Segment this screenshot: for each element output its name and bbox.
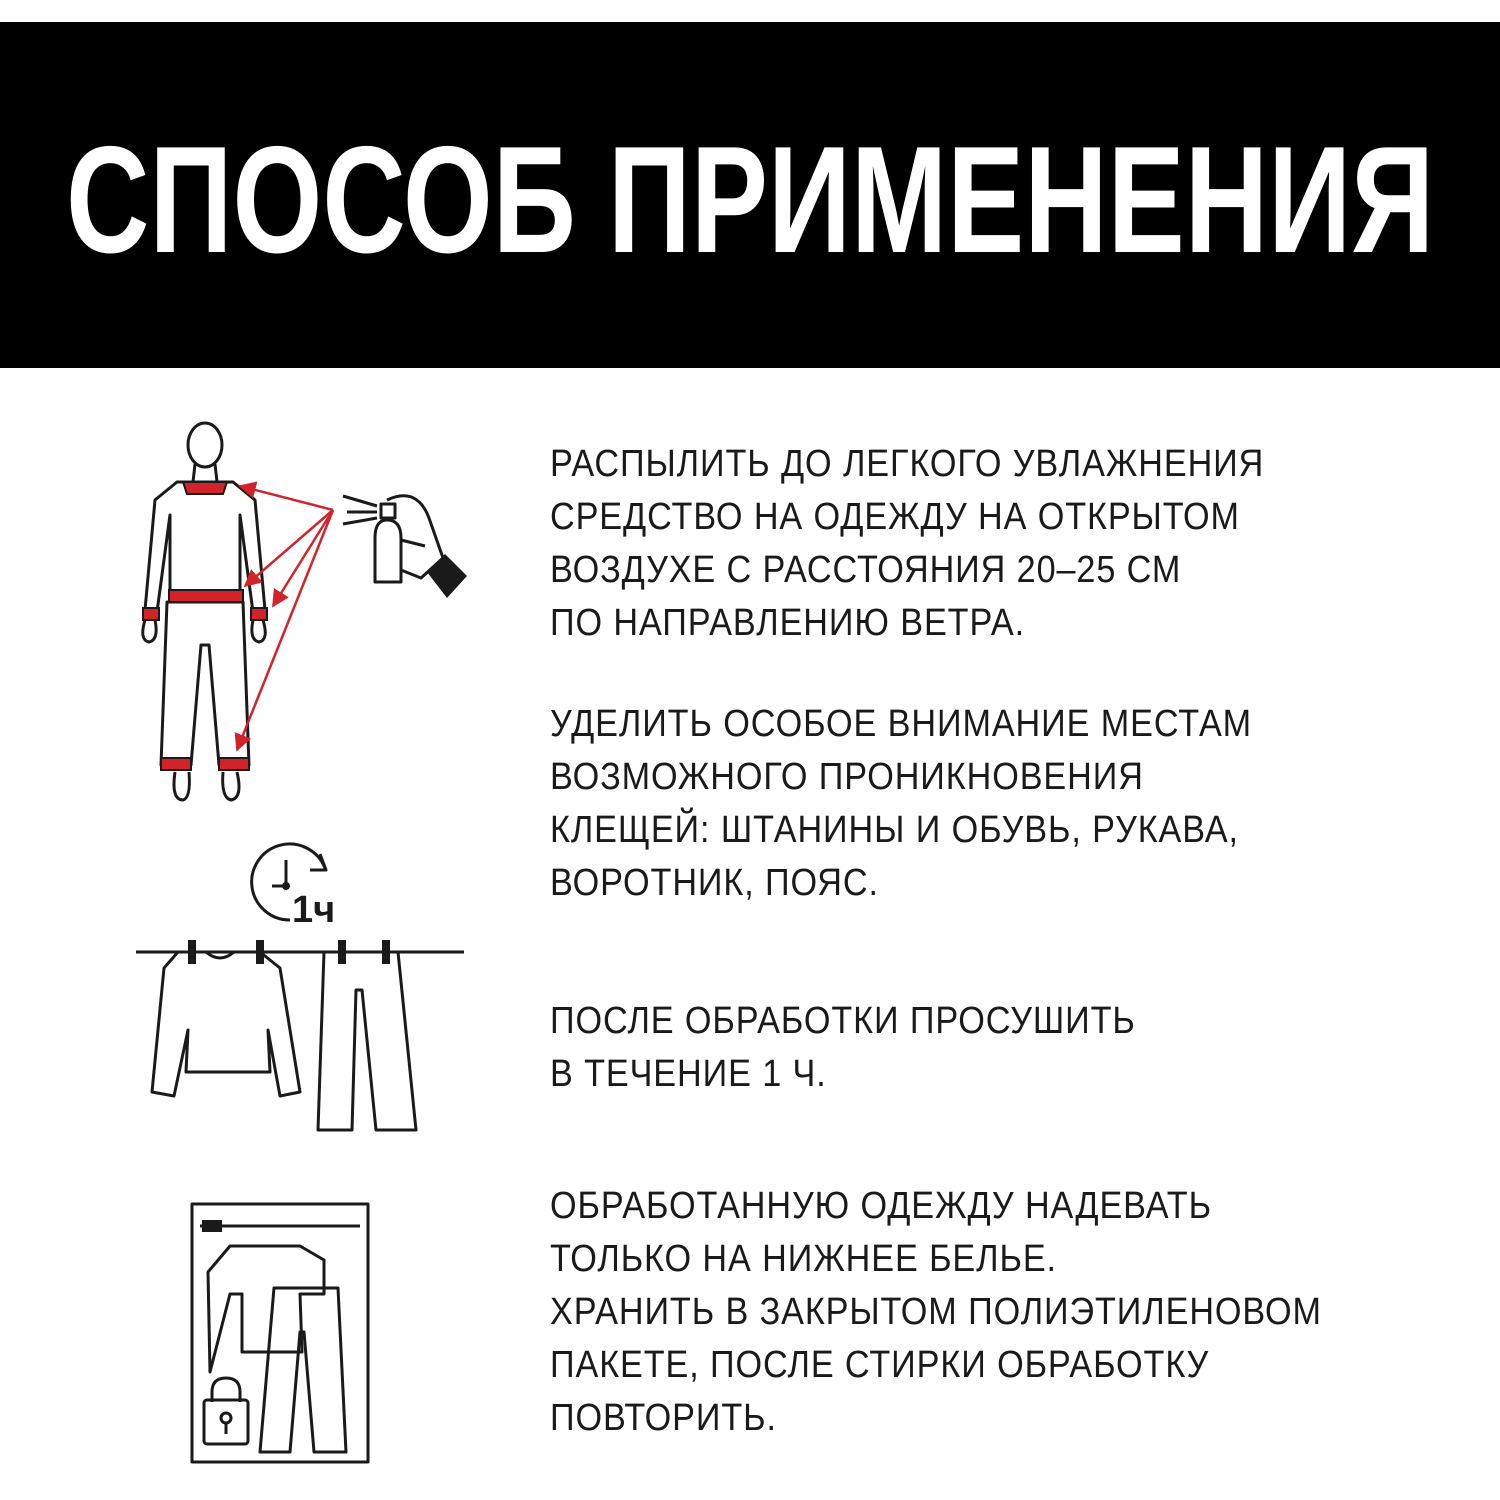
- text-line: В ТЕЧЕНИЕ 1 Ч.: [550, 1053, 827, 1095]
- step-3-text: [550, 995, 1360, 1101]
- text-line: ПОСЛЕ ОБРАБОТКИ ПРОСУШИТЬ: [550, 1000, 1136, 1042]
- sealed-bag-icon: [190, 1202, 372, 1464]
- header-banner: [0, 22, 1500, 368]
- text-line: ОБРАБОТАННУЮ ОДЕЖДУ НАДЕВАТЬ: [550, 1185, 1212, 1227]
- text-line: УДЕЛИТЬ ОСОБОЕ ВНИМАНИЕ МЕСТАМ: [550, 703, 1253, 745]
- text-line: КЛЕЩЕЙ: ШТАНИНЫ И ОБУВЬ, РУКАВА,: [550, 809, 1239, 851]
- text-line: ВОРОТНИК, ПОЯС.: [550, 862, 879, 904]
- drying-clothes-icon: [130, 840, 470, 1135]
- text-line: ПАКЕТЕ, ПОСЛЕ СТИРКИ ОБРАБОТКУ: [550, 1344, 1210, 1386]
- text-line: СРЕДСТВО НА ОДЕЖДУ НА ОТКРЫТОМ: [550, 496, 1240, 538]
- clock-label: 1ч: [292, 889, 336, 931]
- text-line: РАСПЫЛИТЬ ДО ЛЕГКОГО УВЛАЖНЕНИЯ: [550, 443, 1265, 485]
- sprayed-person-icon: [125, 420, 475, 810]
- text-line: ВОЗДУХЕ С РАССТОЯНИЯ 20–25 СМ: [550, 549, 1182, 591]
- text-line: ВОЗМОЖНОГО ПРОНИКНОВЕНИЯ: [550, 756, 1144, 798]
- text-line: ТОЛЬКО НА НИЖНЕЕ БЕЛЬЕ.: [550, 1238, 1057, 1280]
- step-1-text: [550, 438, 1360, 650]
- text-line: ПО НАПРАВЛЕНИЮ ВЕТРА.: [550, 602, 1025, 644]
- text-line: ХРАНИТЬ В ЗАКРЫТОМ ПОЛИЭТИЛЕНОВОМ: [550, 1291, 1322, 1333]
- step-2-text: [550, 698, 1360, 910]
- step-4-text: [550, 1180, 1360, 1445]
- page-title: СПОСОБ ПРИМЕНЕНИЯ: [65, 115, 1435, 285]
- text-line: ПОВТОРИТЬ.: [550, 1397, 777, 1439]
